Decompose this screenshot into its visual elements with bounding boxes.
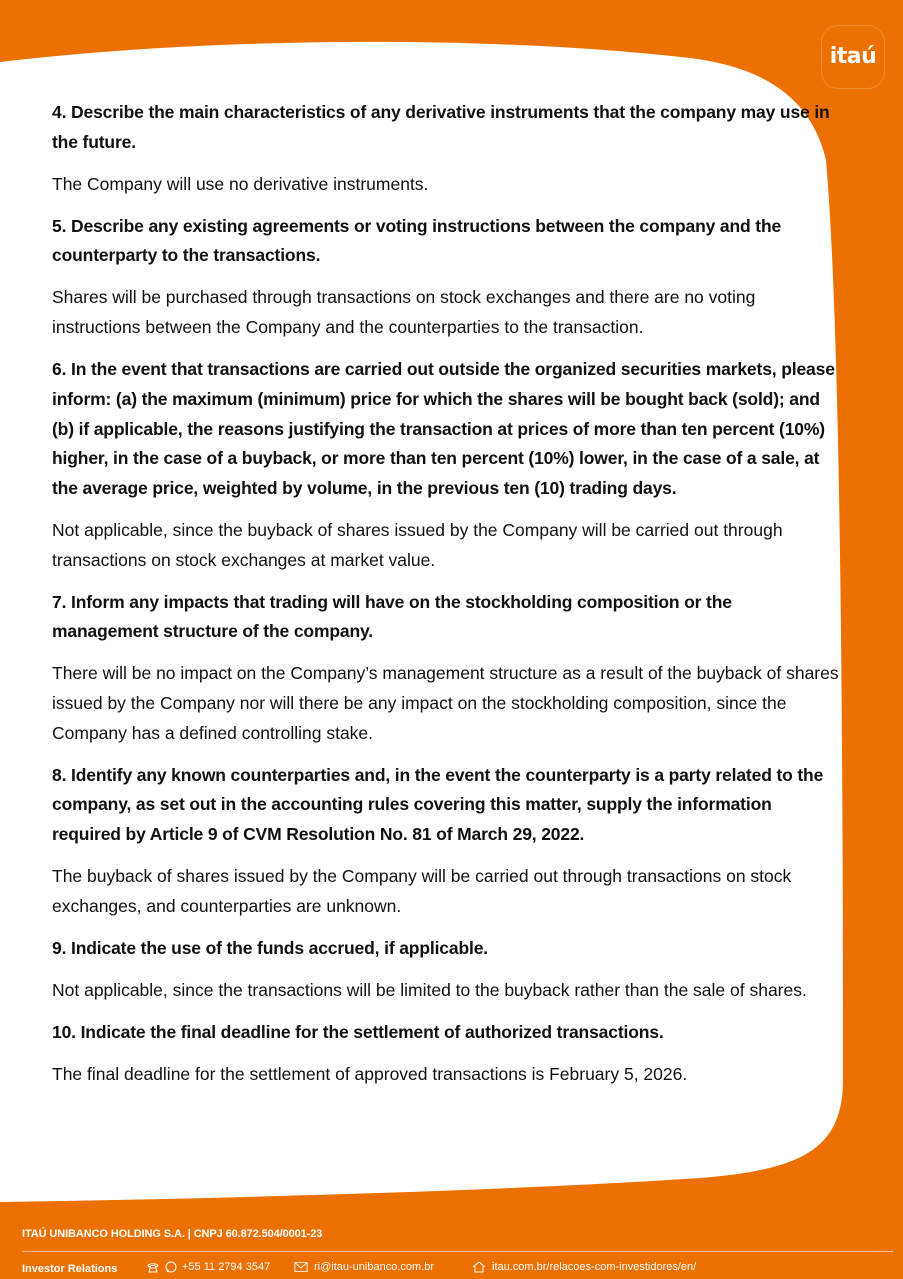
question-8: 8. Identify any known counterparties and, in the event the counterparty is a party related to the company, as set out in the accounting rules covering this matter, supply the information required by Article 9 of CVM Resolution No. 81 of March 29, 2022.: [52, 764, 824, 845]
whatsapp-icon: [164, 1261, 178, 1273]
question-7: 7. Inform any impacts that trading will have on the stockholding composition or the management structure of the company.: [52, 591, 732, 642]
investor-relations-label: Investor Relations: [22, 1263, 118, 1275]
itau-logo: [822, 26, 884, 88]
question-5: 5. Describe any existing agreements or voting instructions between the company and the counterparty to the transactions.: [52, 215, 782, 266]
footer-website[interactable]: [472, 1261, 696, 1273]
answer-8: The buyback of shares issued by the Company will be carried out through transactions on stock exchanges, and counterparties are unknown.: [52, 866, 792, 916]
home-icon: [472, 1261, 486, 1273]
mail-icon: [294, 1261, 308, 1273]
answer-10: The final deadline for the settlement of approved transactions is February 5, 2026.: [52, 1063, 688, 1084]
footer-divider: [22, 1251, 893, 1252]
footer-company: ITAÚ UNIBANCO HOLDING S.A. | CNPJ 60.872.504/0001-23: [22, 1228, 323, 1240]
website-url: itau.com.br/relacoes-com-investidores/en/: [492, 1261, 697, 1273]
footer-contacts: [22, 1259, 893, 1279]
document-body: [52, 98, 842, 1102]
answer-6: Not applicable, since the buyback of shares issued by the Company will be carried out through transactions on stock exchanges at market value.: [52, 519, 783, 570]
phone-icon: [146, 1261, 160, 1273]
email-address: ri@itau-unibanco.com.br: [314, 1261, 434, 1273]
answer-9: Not applicable, since the transactions will be limited to the buyback rather than the sale of shares.: [52, 979, 807, 1000]
answer-4: The Company will use no derivative instruments.: [52, 173, 429, 194]
footer-email[interactable]: [294, 1261, 434, 1273]
answer-5: Shares will be purchased through transactions on stock exchanges and there are no voting instructions between the Company and the counterparties to the transaction.: [52, 287, 756, 338]
question-4: 4. Describe the main characteristics of any derivative instruments that the company may use in the future.: [52, 102, 830, 152]
page-footer: [22, 1224, 893, 1279]
answer-7: There will be no impact on the Company’s management structure as a result of the buyback of shares issued by the Company nor will there be any impact on the stockholding composition, since the Company has a defined controlling stake.: [52, 663, 839, 743]
footer-phone[interactable]: [146, 1261, 270, 1273]
phone-number: +55 11 2794 3547: [182, 1261, 271, 1273]
question-10: 10. Indicate the final deadline for the settlement of authorized transactions.: [52, 1021, 664, 1042]
logo-text: itaú: [829, 43, 877, 69]
question-6: 6. In the event that transactions are carried out outside the organized securities markets, please inform: (a) the maximum (minimum) price for which the shares will be bought back (sold); and (b) if applicable, the reasons justifying the transaction at prices of more than ten percent (10%) higher, in the case of a buyback, or more than ten percent (10%) lower, in the case of a sale, at the average price, weighted by volume, in the previous ten (10) trading days.: [52, 359, 835, 498]
question-9: 9. Indicate the use of the funds accrued, if applicable.: [52, 937, 489, 958]
